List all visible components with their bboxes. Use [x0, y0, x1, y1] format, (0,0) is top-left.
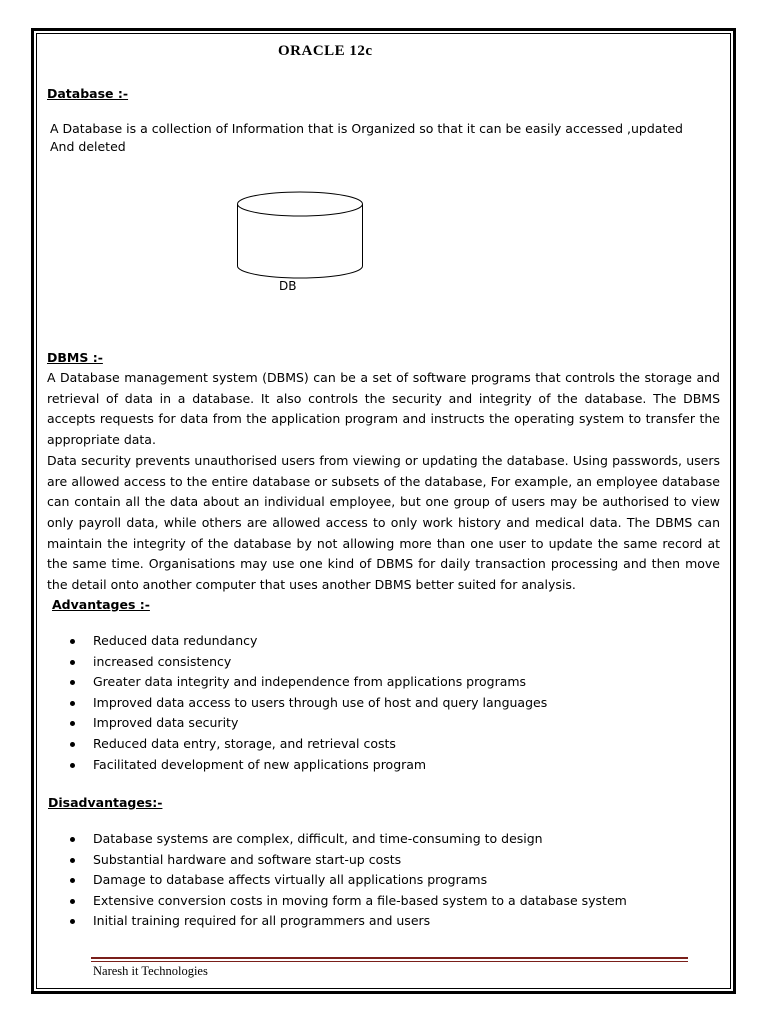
page-title: ORACLE 12c	[278, 43, 373, 59]
footer-text: Naresh it Technologies	[93, 964, 208, 978]
bullet-icon	[70, 701, 75, 706]
list-item: increased consistency	[47, 652, 547, 673]
list-item: Reduced data entry, storage, and retrieval costs	[47, 734, 547, 755]
list-item: Substantial hardware and software start-up costs	[47, 850, 627, 871]
list-item: Database systems are complex, difficult, and time-consuming to design	[47, 829, 627, 850]
list-item: Reduced data redundancy	[47, 631, 547, 652]
dbms-paragraph-1: A Database management system (DBMS) can be a set of software programs that controls the storage and retrieval of data in a database. It also controls the security and integrity of the database. The DBMS accepts requests for data from the application program and instructs the operating system to transfer the appropriate data.	[47, 370, 720, 448]
disadvantages-heading: Disadvantages:-	[48, 795, 163, 810]
footer-divider-thin	[91, 961, 688, 962]
bullet-icon	[70, 919, 75, 924]
bullet-icon	[70, 763, 75, 768]
bullet-icon	[70, 660, 75, 665]
database-definition-line1: A Database is a collection of Information that is Organized so that it can be easily accessed ,updated	[50, 121, 683, 136]
list-item: Facilitated development of new applications program	[47, 755, 547, 776]
bullet-icon	[70, 878, 75, 883]
bullet-icon	[70, 639, 75, 644]
disadvantages-list	[47, 829, 627, 932]
list-item: Greater data integrity and independence from applications programs	[47, 672, 547, 693]
bullet-icon	[70, 721, 75, 726]
database-cylinder-diagram	[230, 186, 370, 282]
list-item: Improved data security	[47, 713, 547, 734]
database-definition-line2: And deleted	[50, 139, 126, 154]
bullet-icon	[70, 837, 75, 842]
bullet-icon	[70, 899, 75, 904]
database-heading: Database :-	[47, 86, 129, 101]
list-item: Damage to database affects virtually all applications programs	[47, 870, 627, 891]
dbms-paragraph-2: Data security prevents unauthorised users from viewing or updating the database. Using passwords, users are allowed access to the entire database or subsets of the database, For example, an employee database can contain all the data about an individual employee, but one group of users may be authorised to view only payroll data, while others are allowed access to only work history and medical data. The DBMS can maintain the integrity of the database by not allowing more than one user to update the same record at the same time. Organisations may use one kind of DBMS for daily transaction processing and then move the detail onto another computer that uses another DBMS better suited for analysis.	[47, 452, 720, 593]
list-item: Extensive conversion costs in moving form a file-based system to a database system	[47, 891, 627, 912]
bullet-icon	[70, 858, 75, 863]
database-diagram-label: DB	[279, 279, 297, 293]
list-item: Initial training required for all programmers and users	[47, 911, 627, 932]
footer-divider-thick	[91, 957, 688, 959]
dbms-body	[47, 368, 720, 596]
advantages-list	[47, 631, 547, 775]
list-item: Improved data access to users through use of host and query languages	[47, 693, 547, 714]
bullet-icon	[70, 680, 75, 685]
advantages-heading: Advantages :-	[52, 597, 150, 612]
dbms-heading: DBMS :-	[47, 350, 103, 365]
bullet-icon	[70, 742, 75, 747]
